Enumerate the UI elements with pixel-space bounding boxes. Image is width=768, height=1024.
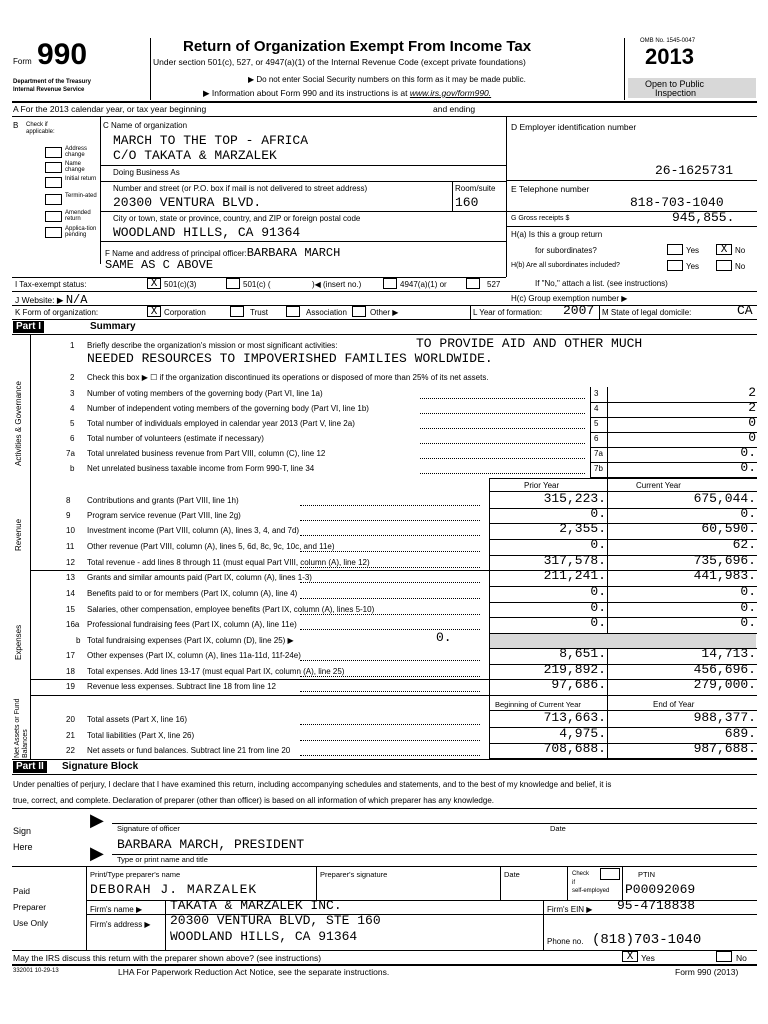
divider — [150, 38, 151, 100]
gov-line-number: 4 — [70, 404, 75, 413]
gov-line-value: 0 — [748, 430, 756, 445]
trust-checkbox[interactable] — [230, 306, 244, 317]
rule — [100, 181, 506, 182]
prior-value: 315,223. — [543, 491, 606, 506]
divider — [622, 866, 623, 900]
discuss-no: No — [736, 953, 747, 963]
gov-line-value: 2 — [748, 400, 756, 415]
fin-line-number: 15 — [66, 605, 75, 614]
fin-line-text: Contributions and grants (Part VIII, line 1h) — [87, 496, 239, 505]
info-note: ▶ Information about Form 990 and its instructions is at www.irs.gov/form990. — [203, 88, 492, 98]
form-word: Form — [13, 57, 32, 66]
fin-line-text: Grants and similar amounts paid (Part IX, column (A), lines 1-3) — [87, 573, 312, 582]
preparer-label: Preparer — [13, 902, 47, 912]
ha-yes: Yes — [686, 246, 700, 255]
domicile-label: M State of legal domicile: — [602, 308, 692, 317]
gov-line-number: b — [70, 464, 75, 473]
gov-line-number: 3 — [70, 389, 75, 398]
ssn-note: ▶ Do not enter Social Security numbers on this form as it may be made public. — [248, 75, 526, 84]
current-value: 60,590. — [701, 521, 756, 536]
gov-line-number: 5 — [70, 419, 75, 428]
prior-value: 317,578. — [543, 553, 606, 568]
irs-name: Internal Revenue Service — [13, 87, 85, 93]
501c3-checkbox[interactable]: X — [147, 278, 161, 289]
fin-line-text: Total revenue - add lines 8 through 11 (must equal Part VIII, column (A), line 12) — [87, 558, 370, 567]
fin-line-text: Total expenses. Add lines 13-17 (must equal Part IX, column (A), line 25) — [87, 667, 345, 676]
net-line-number: 22 — [66, 746, 75, 755]
b-checkbox-label-3: Termin-ated — [65, 193, 97, 199]
end-value: 988,377. — [693, 710, 756, 725]
leader-dots — [300, 567, 480, 568]
527-checkbox[interactable] — [466, 278, 480, 289]
check-label: Check — [572, 871, 590, 877]
b-checkbox-label-0: Address change — [65, 146, 88, 158]
rule — [100, 241, 506, 242]
end-year-header: End of Year — [653, 700, 695, 709]
prior-value: 97,686. — [551, 677, 606, 692]
net-line-number: 20 — [66, 715, 75, 724]
ha-label-2: for subordinates? — [535, 246, 597, 255]
use-only-label: Use Only — [13, 918, 48, 928]
line-2-number: 2 — [70, 373, 75, 382]
fin-line-text: Investment income (Part VIII, column (A), lines 3, 4, and 7d) — [87, 526, 300, 535]
form-number: 990 — [37, 38, 88, 71]
officer-name: BARBARA MARCH — [246, 246, 341, 260]
dba-label: Doing Business As — [113, 168, 180, 177]
divider — [543, 900, 544, 914]
phone-label: E Telephone number — [511, 184, 590, 194]
ein-value: 26-1625731 — [655, 163, 734, 178]
gov-line-text: Number of independent voting members of the governing body (Part VI, line 1b) — [87, 404, 369, 413]
gov-line-box: 4 — [594, 404, 599, 413]
divider — [590, 432, 591, 447]
current-value: 0. — [740, 600, 756, 615]
self-employed-checkbox[interactable] — [600, 868, 620, 880]
prior-value: 8,651. — [559, 646, 606, 661]
ha-label: H(a) Is this a group return — [511, 230, 603, 239]
fin-line-number: 14 — [66, 589, 75, 598]
may-discuss: May the IRS discuss this return with the preparer shown above? (see instructions) — [13, 953, 322, 963]
current-value: 735,696. — [693, 553, 756, 568]
begin-year-header: Beginning of Current Year — [495, 700, 581, 709]
other-checkbox[interactable] — [352, 306, 366, 317]
ein-label: D Employer identification number — [511, 122, 637, 132]
leader-dots — [420, 443, 585, 444]
sign-arrow-1: ▶ — [90, 810, 104, 830]
divider — [316, 866, 317, 900]
ptin-label: PTIN — [638, 870, 656, 879]
gov-line-box: 7a — [594, 449, 603, 458]
rule — [100, 165, 506, 166]
divider — [590, 447, 591, 462]
other-label: Other ▶ — [370, 308, 399, 317]
org-name-label: C Name of organization — [103, 121, 188, 130]
prior-value: 0. — [590, 506, 606, 521]
year-formation-label: L Year of formation: — [473, 308, 543, 317]
leader-dots — [300, 520, 480, 521]
divider — [470, 305, 471, 319]
firm-ein: 95-4718838 — [617, 898, 696, 913]
begin-value: 4,975. — [559, 726, 606, 741]
current-value: 456,696. — [693, 662, 756, 677]
gross-label: G Gross receipts $ — [511, 215, 570, 222]
part1-label: Part I — [13, 321, 44, 333]
line-a-ending: and ending — [433, 104, 476, 114]
b-checkbox-label-1: Name change — [65, 161, 85, 173]
footer-form: Form 990 (2013) — [675, 967, 739, 977]
fin-line-number: 17 — [66, 651, 75, 660]
rule — [506, 180, 757, 181]
hb-no-checkbox[interactable] — [716, 260, 732, 271]
leader-dots — [420, 413, 585, 414]
firm-address-2: WOODLAND HILLS, CA 91364 — [170, 929, 358, 944]
rule — [12, 277, 506, 278]
domicile-state: CA — [737, 303, 753, 318]
hb-yes: Yes — [686, 262, 700, 271]
gov-line-box: 6 — [594, 434, 599, 443]
signature-officer-label: Signature of officer — [117, 824, 180, 833]
end-value: 987,688. — [693, 741, 756, 756]
leader-dots — [420, 428, 585, 429]
fin-line-text: Benefits paid to or for members (Part IX, column (A), line 4) — [87, 589, 298, 598]
fin-line-text: Salaries, other compensation, employee benefits (Part IX, column (A), lines 5-10) — [87, 605, 375, 614]
insert-no: )◀ (insert no.) — [312, 280, 362, 289]
divider — [590, 462, 591, 477]
b-checkbox-2[interactable] — [45, 177, 62, 188]
dept-treasury: Department of the Treasury — [13, 79, 92, 85]
association-checkbox[interactable] — [286, 306, 300, 317]
lha-note: LHA For Paperwork Reduction Act Notice, see the separate instructions. — [118, 967, 390, 977]
b-checkbox-label-5: Applica-tion pending — [65, 226, 97, 238]
type-name-label: Type or print name and title — [117, 855, 208, 864]
tax-year: 2013 — [645, 44, 694, 69]
leader-dots — [420, 458, 585, 459]
officer-address: SAME AS C ABOVE — [105, 258, 214, 272]
fin-line-text: Program service revenue (Part VIII, line 2g) — [87, 511, 241, 520]
divider — [86, 866, 87, 950]
declaration-2: true, correct, and complete. Declaration of preparer (other than officer) is based on all information of which preparer has any knowledge. — [13, 796, 494, 805]
leader-dots — [300, 755, 480, 756]
city-value: WOODLAND HILLS, CA 91364 — [113, 225, 301, 240]
gov-line-text: Total number of individuals employed in calendar year 2013 (Part V, line 2a) — [87, 419, 355, 428]
officer-label: F Name and address of principal officer:BARBARA MARCH — [105, 246, 341, 260]
ha-no: No — [735, 246, 746, 255]
firm-name: TAKATA & MARZALEK INC. — [170, 898, 342, 913]
fin-line-number: 13 — [66, 573, 75, 582]
rule — [506, 291, 757, 292]
prep-name: DEBORAH J. MARZALEK — [90, 882, 258, 897]
irs-url[interactable]: www.irs.gov/form990. — [409, 88, 492, 98]
side-net-assets: Net Assets or Fund Balances — [14, 698, 29, 758]
if-label: if — [572, 880, 575, 886]
section-b: B — [13, 121, 19, 130]
website-label: J Website: ▶ N/A — [15, 293, 88, 307]
h-note: If "No," attach a list. (see instructions) — [535, 279, 668, 288]
prep-phone: (818)703-1040 — [592, 932, 702, 948]
gov-line-text: Net unrelated business taxable income from Form 990-T, line 34 — [87, 464, 315, 473]
phone-value: 818-703-1040 — [630, 195, 724, 210]
leader-dots — [300, 740, 480, 741]
leader-dots — [300, 614, 480, 615]
firm-name-label: Firm's name ▶ — [90, 905, 143, 914]
prior-value: 211,241. — [543, 568, 606, 583]
current-value: 441,983. — [693, 568, 756, 583]
501c3-label: 501(c)(3) — [164, 280, 197, 289]
ptin-value: P00092069 — [625, 882, 696, 897]
prior-value: 0. — [590, 584, 606, 599]
leader-dots — [300, 551, 480, 552]
part2-title: Signature Block — [62, 761, 139, 772]
side-revenue: Revenue — [14, 518, 23, 551]
rule — [506, 226, 757, 227]
fin-line-text: Other revenue (Part VIII, column (A), lines 5, 6d, 8c, 9c, 10c, and 11e) — [87, 542, 335, 551]
b-checkbox-5[interactable] — [45, 227, 62, 238]
fin-line-number: 11 — [66, 542, 75, 551]
rule — [12, 319, 757, 320]
leader-dots — [300, 505, 480, 506]
fin-line-text: Revenue less expenses. Subtract line 18 from line 12 — [87, 682, 276, 691]
website-value: N/A — [65, 293, 88, 307]
sign-arrow-2: ▶ — [90, 843, 104, 863]
rule — [12, 950, 757, 951]
form-code: 332001 10-29-13 — [13, 968, 59, 974]
gov-line-value: 0. — [740, 445, 756, 460]
current-value: 0. — [740, 584, 756, 599]
phone-no-label: Phone no. — [547, 937, 584, 946]
gov-line-value: 0. — [740, 460, 756, 475]
discuss-yes-checkbox[interactable]: X — [622, 951, 638, 962]
gov-line-number: 6 — [70, 434, 75, 443]
fin-line-number: 12 — [66, 558, 75, 567]
leader-dots — [300, 598, 480, 599]
firm-address-1: 20300 VENTURA BLVD, STE 160 — [170, 913, 381, 928]
prep-name-label: Print/Type preparer's name — [90, 870, 181, 879]
prior-year-header: Prior Year — [524, 481, 560, 490]
here-label: Here — [13, 842, 33, 852]
fundraising-total: 0. — [436, 630, 452, 645]
leader-dots — [300, 535, 480, 536]
rule — [12, 305, 757, 306]
prior-value: 0. — [590, 537, 606, 552]
leader-dots — [300, 691, 480, 692]
4947-label: 4947(a)(1) or — [400, 280, 447, 289]
b-checkbox-0[interactable] — [45, 147, 62, 158]
501c-label: 501(c) ( — [243, 280, 271, 289]
mission-2: NEEDED RESOURCES TO IMPOVERISHED FAMILIES WORLDWIDE. — [87, 351, 493, 366]
firm-ein-label: Firm's EIN ▶ — [547, 905, 593, 914]
leader-dots — [420, 398, 585, 399]
leader-dots — [300, 582, 480, 583]
gov-line-number: 7a — [66, 449, 75, 458]
rule — [12, 101, 757, 103]
4947-checkbox[interactable] — [383, 278, 397, 289]
form-subtitle: Under section 501(c), 527, or 4947(a)(1) of the Internal Revenue Code (except private foundations) — [153, 57, 526, 67]
rule — [12, 759, 757, 760]
prior-value: 2,355. — [559, 521, 606, 536]
net-line-text: Net assets or fund balances. Subtract line 21 from line 20 — [87, 746, 291, 755]
discuss-no-checkbox[interactable] — [716, 951, 732, 962]
fin-line-number: 19 — [66, 682, 75, 691]
corporation-checkbox[interactable]: X — [147, 306, 161, 317]
gross-value: 945,855. — [672, 210, 735, 225]
line-1-number: 1 — [70, 341, 75, 350]
leader-dots — [300, 660, 480, 661]
line-a: A For the 2013 calendar year, or tax year beginning — [13, 104, 207, 114]
leader-dots — [300, 724, 480, 725]
side-expenses: Expenses — [14, 624, 23, 660]
part1-title: Summary — [90, 321, 136, 332]
b-checkbox-4[interactable] — [45, 211, 62, 222]
fin-line-number: 16a — [66, 620, 80, 629]
rule — [12, 116, 757, 117]
rule — [12, 866, 757, 867]
side-activities: Activities & Governance — [14, 381, 23, 466]
self-employed-label: self-employed — [572, 888, 610, 894]
current-value: 62. — [732, 537, 756, 552]
paid-label: Paid — [13, 886, 31, 896]
ha-no-checkbox[interactable]: X — [716, 244, 732, 255]
rule — [12, 291, 506, 292]
divider — [590, 387, 591, 402]
street-value: 20300 VENTURA BLVD. — [113, 195, 262, 210]
fin-line-text: Professional fundraising fees (Part IX, column (A), line 11e) — [87, 620, 297, 629]
divider — [500, 866, 501, 900]
divider — [165, 900, 166, 914]
signature-line[interactable] — [112, 823, 757, 824]
discuss-yes: Yes — [641, 953, 655, 963]
prior-value: 0. — [590, 615, 606, 630]
omb-number: OMB No. 1545-0047 — [640, 38, 696, 44]
inspection: Inspection — [655, 88, 697, 98]
officer-name-title: BARBARA MARCH, PRESIDENT — [117, 837, 305, 852]
mission-label: Briefly describe the organization's mission or most significant activities: — [87, 341, 338, 350]
rule — [489, 478, 757, 479]
fin-line-number: b — [76, 636, 81, 645]
527-label: 527 — [487, 280, 501, 289]
rule — [12, 334, 757, 335]
begin-value: 713,663. — [543, 710, 606, 725]
leader-dots — [300, 676, 480, 677]
rule — [12, 808, 757, 809]
fin-line-number: 18 — [66, 667, 75, 676]
divider — [567, 866, 568, 900]
divider — [590, 402, 591, 417]
street-label: Number and street (or P.O. box if mail is not delivered to street address) — [113, 184, 368, 193]
year-formation: 2007 — [563, 303, 595, 318]
current-year-header: Current Year — [636, 481, 681, 490]
leader-dots — [300, 629, 480, 630]
fin-line-number: 8 — [66, 496, 71, 505]
org-name-1: MARCH TO THE TOP - AFRICA — [113, 133, 309, 148]
rule — [12, 774, 757, 775]
divider — [599, 305, 600, 319]
prep-date-label: Date — [504, 870, 520, 879]
sign-label: Sign — [13, 826, 32, 836]
signature-date-label: Date — [550, 824, 566, 833]
declaration-1: Under penalties of perjury, I declare that I have examined this return, including accompanying schedules and statements, and to the best of my knowledge and belief, it is — [13, 780, 612, 789]
prior-value: 219,892. — [543, 662, 606, 677]
b-checkbox-1[interactable] — [45, 162, 62, 173]
b-checkbox-3[interactable] — [45, 194, 62, 205]
rule — [12, 964, 757, 966]
net-line-number: 21 — [66, 731, 75, 740]
divider — [543, 914, 544, 950]
current-value: 279,000. — [693, 677, 756, 692]
gov-line-box: 3 — [594, 389, 599, 398]
rule — [112, 854, 757, 855]
divider — [165, 914, 166, 950]
check-applicable: Check if applicable: — [26, 122, 55, 135]
corporation-label: Corporation — [164, 308, 206, 317]
hb-label: H(b) Are all subordinates included? — [511, 262, 620, 269]
org-name-2: C/O TAKATA & MARZALEK — [113, 148, 277, 163]
divider — [624, 38, 625, 100]
end-value: 689. — [724, 726, 756, 741]
open-public: Open to Public — [645, 79, 705, 89]
current-value: 0. — [740, 506, 756, 521]
gov-line-text: Total number of volunteers (estimate if necessary) — [87, 434, 264, 443]
current-value: 14,713. — [701, 646, 756, 661]
line-2-text: Check this box ▶ ☐ if the organization discontinued its operations or disposed of more than 25% of its net assets. — [87, 373, 489, 382]
gov-line-box: 5 — [594, 419, 599, 428]
divider — [506, 116, 507, 277]
b-checkbox-label-2: Initial return — [65, 176, 97, 182]
trust-label: Trust — [250, 308, 268, 317]
current-value: 675,044. — [693, 491, 756, 506]
form-org-label: K Form of organization: — [15, 308, 99, 317]
rule — [100, 211, 506, 212]
current-value: 0. — [740, 615, 756, 630]
form-title: Return of Organization Exempt From Income Tax — [183, 38, 532, 55]
hb-no: No — [735, 262, 746, 271]
gov-line-box: 7b — [594, 464, 603, 473]
prior-value: 0. — [590, 600, 606, 615]
firm-address-label: Firm's address ▶ — [90, 920, 151, 929]
501c-checkbox[interactable] — [226, 278, 240, 289]
fin-line-number: 10 — [66, 526, 75, 535]
part2-label: Part II — [13, 761, 47, 773]
rule — [30, 695, 757, 696]
gov-line-text: Number of voting members of the governing body (Part VI, line 1a) — [87, 389, 323, 398]
net-line-text: Total liabilities (Part X, line 26) — [87, 731, 195, 740]
association-label: Association — [306, 308, 347, 317]
gov-line-value: 2 — [748, 385, 756, 400]
mission-1: TO PROVIDE AID AND OTHER MUCH — [416, 336, 643, 351]
divider — [590, 417, 591, 432]
tax-exempt-label: I Tax-exempt status: — [15, 280, 87, 289]
prep-sig-label: Preparer's signature — [320, 870, 388, 879]
leader-dots — [420, 473, 585, 474]
fin-line-number: 9 — [66, 511, 71, 520]
hb-yes-checkbox[interactable] — [667, 260, 683, 271]
fin-line-text: Other expenses (Part IX, column (A), lines 11a-11d, 11f-24e) — [87, 651, 301, 660]
hc-label: H(c) Group exemption number ▶ — [511, 294, 628, 303]
net-line-text: Total assets (Part X, line 16) — [87, 715, 188, 724]
gov-line-value: 0 — [748, 415, 756, 430]
fin-line-text: Total fundraising expenses (Part IX, column (D), line 25) ▶ — [87, 636, 294, 645]
room-value: 160 — [455, 195, 479, 210]
ha-yes-checkbox[interactable] — [667, 244, 683, 255]
city-label: City or town, state or province, country, and ZIP or foreign postal code — [113, 214, 361, 223]
gov-line-text: Total unrelated business revenue from Part VIII, column (C), line 12 — [87, 449, 326, 458]
b-checkbox-label-4: Amended return — [65, 210, 91, 222]
room-label: Room/suite — [455, 184, 496, 193]
divider — [452, 181, 453, 211]
begin-value: 708,688. — [543, 741, 606, 756]
